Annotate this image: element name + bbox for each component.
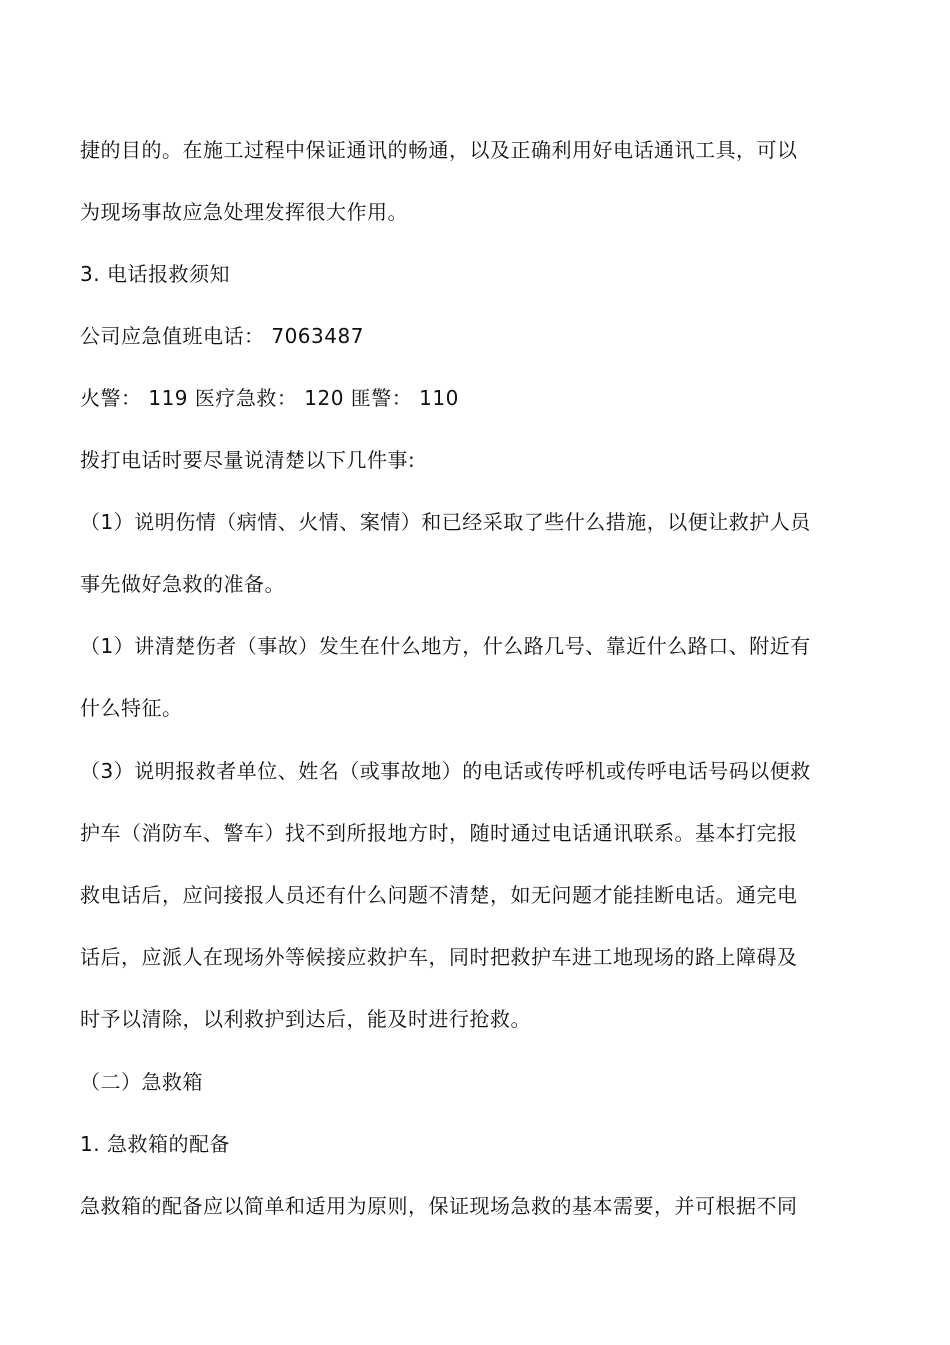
paragraph-line: 为现场事故应急处理发挥很大作用。 [80, 200, 408, 224]
list-item-line: （1）讲清楚伤者（事故）发生在什么地方，什么路几号、靠近什么路口、附近有 [80, 634, 811, 658]
paragraph-line: 什么特征。 [80, 696, 183, 720]
list-item-line: （1）说明伤情（病情、火情、案情）和已经采取了些什么措施，以便让救护人员 [80, 510, 811, 534]
paragraph-line: 事先做好急救的准备。 [80, 572, 285, 596]
subsection-heading: 1. 急救箱的配备 [80, 1132, 230, 1156]
paragraph-line: 护车（消防车、警车）找不到所报地方时，随时通过电话通讯联系。基本打完报 [80, 821, 798, 845]
list-item-line: （3）说明报救者单位、姓名（或事故地）的电话或传呼机或传呼电话号码以便救 [80, 759, 811, 783]
emergency-numbers-line: 火警： 119 医疗急救： 120 匪警： 110 [80, 386, 459, 410]
paragraph-line: 拨打电话时要尽量说清楚以下几件事: [80, 448, 416, 472]
paragraph-line: 救电话后，应问接报人员还有什么问题不清楚，如无问题才能挂断电话。通完电 [80, 883, 798, 907]
duty-phone-line: 公司应急值班电话： 7063487 [80, 324, 364, 348]
paragraph-line: 话后，应派人在现场外等候接应救护车，同时把救护车进工地现场的路上障碍及 [80, 945, 798, 969]
paragraph-line: 时予以清除，以利救护到达后，能及时进行抢救。 [80, 1007, 531, 1031]
paragraph-line: 捷的目的。在施工过程中保证通讯的畅通，以及正确利用好电话通讯工具，可以 [80, 138, 798, 162]
paragraph-line: 急救箱的配备应以简单和适用为原则，保证现场急救的基本需要，并可根据不同 [80, 1194, 798, 1218]
section-heading: （二）急救箱 [80, 1070, 203, 1094]
section-heading: 3. 电话报救须知 [80, 262, 230, 286]
